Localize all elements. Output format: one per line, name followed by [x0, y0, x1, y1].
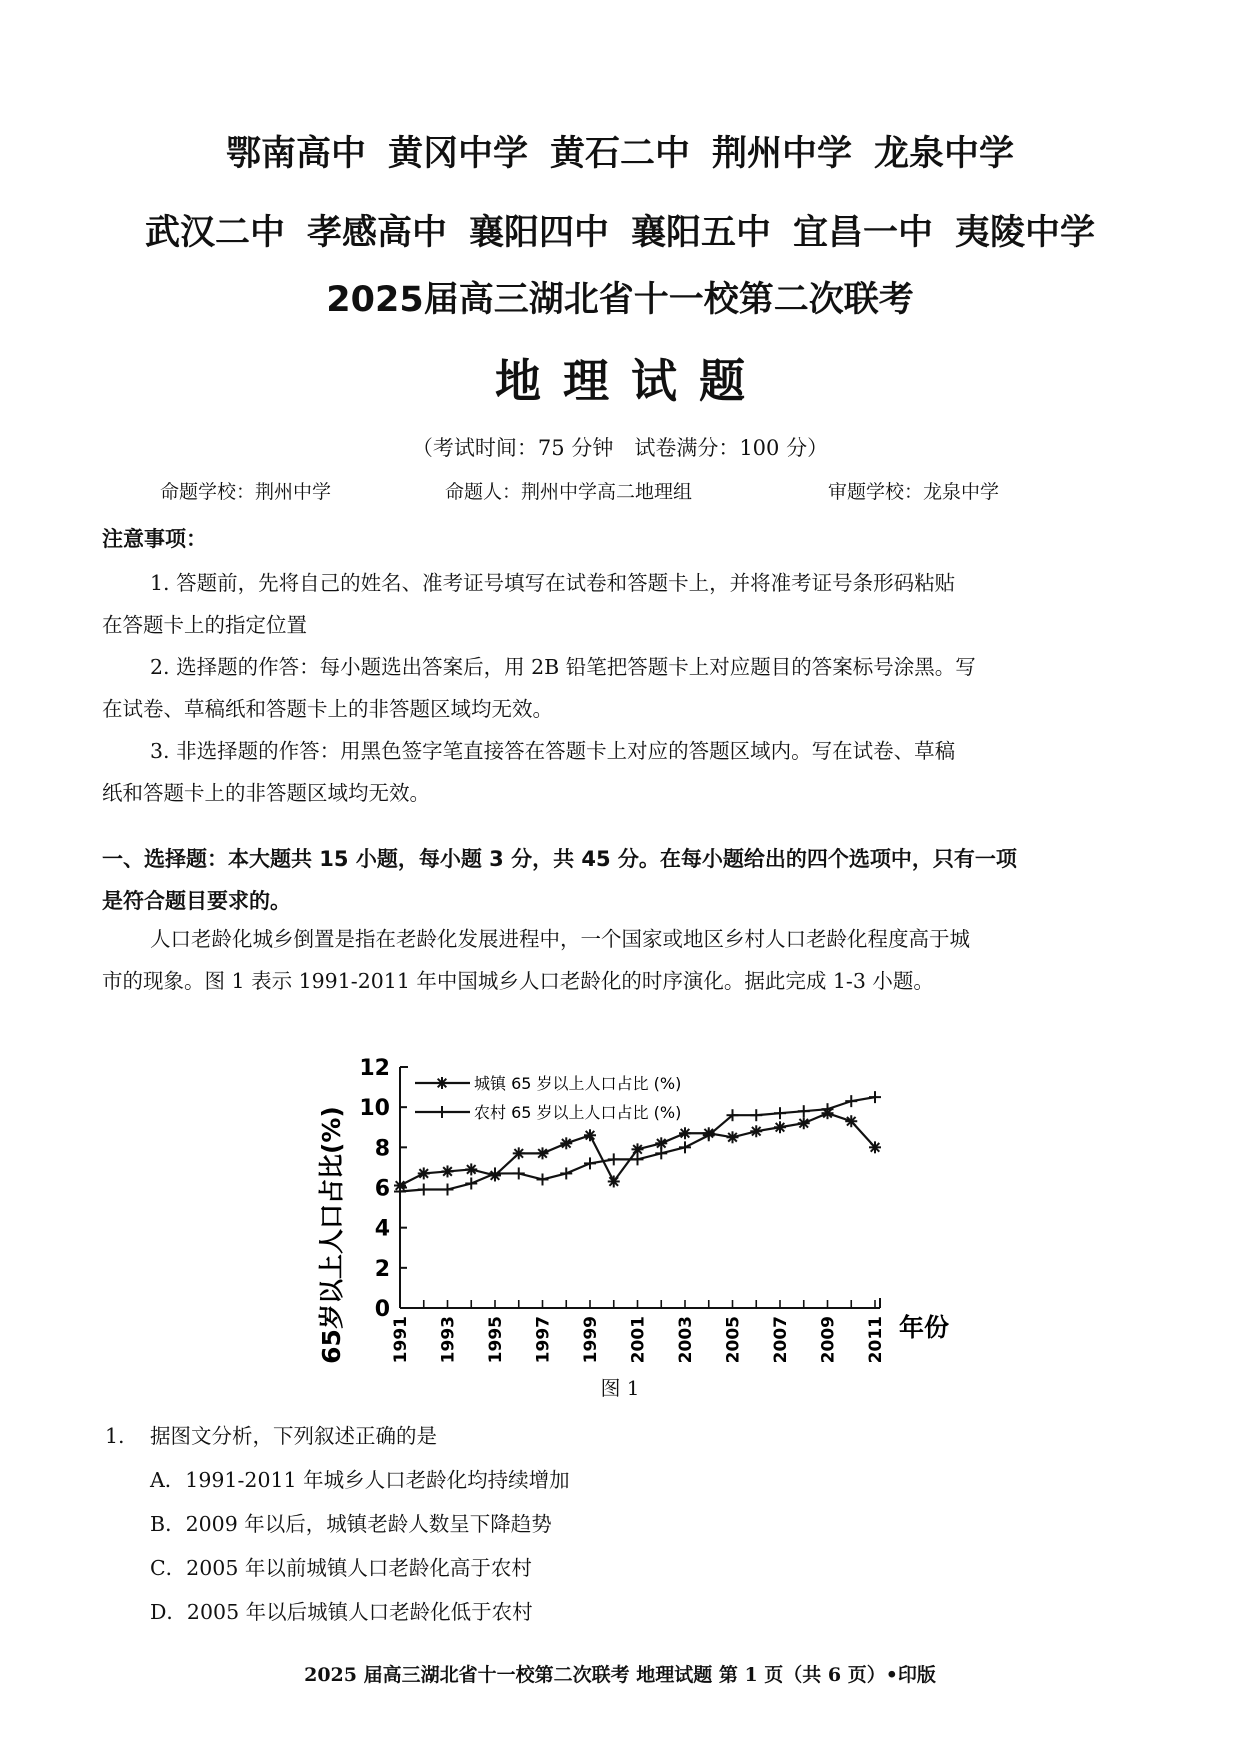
- figure-1-chart: [300, 1015, 1000, 1375]
- figure-caption: 图 1: [600, 1376, 640, 1400]
- x-tick-label: 1997: [533, 1316, 554, 1364]
- x-tick-label: 2001: [628, 1316, 649, 1364]
- school-name: 龙泉中学: [874, 134, 1015, 174]
- notice-title: 注意事项：: [102, 527, 207, 551]
- notice-item-2: 2. 选择题的作答：每小题选出答案后，用 2B 铅笔把答题卡上对应题目的答案标号涂黑。写: [150, 655, 976, 679]
- question-stem: 据图文分析，下列叙述正确的是: [150, 1424, 437, 1448]
- rural-series-point: [655, 1147, 667, 1159]
- urban-series-point: [679, 1127, 691, 1139]
- option-a: A．1991-2011 年城乡人口老龄化均持续增加: [150, 1468, 570, 1492]
- school-name: 襄阳五中: [631, 213, 772, 253]
- x-axis-label: 年份: [899, 1313, 950, 1342]
- page-footer: 2025 届高三湖北省十一校第二次联考 地理试题 第 1 页（共 6 页）•印版: [304, 1664, 936, 1686]
- urban-series-point: [727, 1131, 739, 1143]
- rural-series-point: [489, 1167, 501, 1179]
- x-tick-label: 1991: [391, 1316, 411, 1364]
- proposer-school: 命题学校：荆州中学: [160, 481, 332, 503]
- notice-item-3: 3. 非选择题的作答：用黑色签字笔直接答在答题卡上对应的答题区域内。写在试卷、草稿: [150, 739, 956, 763]
- proposer: 命题人：荆州中学高二地理组: [445, 481, 693, 503]
- notice-item-1: 1. 答题前，先将自己的姓名、准考证号填写在试卷和答题卡上，并将准考证号条形码粘贴: [150, 571, 956, 595]
- x-tick-label: 2009: [818, 1316, 839, 1364]
- rural-series-point: [869, 1091, 881, 1103]
- section-heading: 一、选择题：本大题共 15 小题，每小题 3 分，共 45 分。在每小题给出的四个选项中，只有一项: [102, 847, 1017, 871]
- legend-label: 城镇 65 岁以上人口占比 (%): [474, 1074, 682, 1093]
- y-tick-label: 10: [359, 1096, 390, 1122]
- urban-series-point: [584, 1129, 596, 1141]
- rural-series-point: [537, 1173, 549, 1185]
- x-tick-label: 1999: [581, 1316, 601, 1364]
- urban-series-point: [869, 1141, 881, 1153]
- y-tick-label: 0: [374, 1297, 390, 1322]
- y-tick-label: 6: [374, 1176, 390, 1202]
- notice-item-3-cont: 纸和答题卡上的非答题区域均无效。: [102, 781, 430, 805]
- rural-series-point: [608, 1153, 620, 1165]
- x-tick-label: 2005: [723, 1316, 744, 1364]
- x-tick-label: 2003: [676, 1316, 696, 1364]
- legend-label: 农村 65 岁以上人口占比 (%): [474, 1103, 682, 1122]
- option-d: D．2005 年以后城镇人口老龄化低于农村: [150, 1600, 533, 1624]
- rural-series-point: [513, 1167, 525, 1179]
- question-number: 1.: [105, 1424, 125, 1448]
- school-name: 黄冈中学: [387, 134, 528, 174]
- rural-series-point: [465, 1177, 477, 1189]
- intro-paragraph-cont: 市的现象。图 1 表示 1991-2011 年中国城乡人口老龄化的时序演化。据此完成 1-3 小题。: [102, 969, 934, 993]
- rural-series-point: [418, 1184, 430, 1196]
- urban-series-point: [513, 1147, 525, 1159]
- legend-marker: [436, 1106, 448, 1118]
- school-name: 孝感高中: [306, 213, 447, 253]
- subject-title: 地理试题: [495, 354, 767, 408]
- exam-info: （考试时间：75 分钟 试卷满分：100 分）: [411, 436, 829, 460]
- section-heading-cont: 是符合题目要求的。: [102, 889, 291, 913]
- rural-series-point: [584, 1157, 596, 1169]
- urban-series-point: [418, 1167, 430, 1179]
- exam-title: 2025届高三湖北省十一校第二次联考: [326, 280, 914, 320]
- urban-series-point: [845, 1115, 857, 1127]
- urban-series-point: [560, 1137, 572, 1149]
- chart-legend: [415, 1074, 681, 1122]
- urban-series-point: [442, 1165, 454, 1177]
- urban-series-point: [798, 1117, 810, 1129]
- y-tick-label: 2: [374, 1256, 390, 1282]
- urban-series-point: [465, 1163, 477, 1175]
- notice-item-1-cont: 在答题卡上的指定位置: [102, 613, 307, 637]
- rural-series-point: [442, 1184, 454, 1196]
- school-list-line1: [0, 126, 1240, 176]
- rural-series-point: [560, 1167, 572, 1179]
- rural-series-point: [750, 1109, 762, 1121]
- school-name: 黄石二中: [549, 134, 690, 174]
- y-tick-label: 8: [374, 1136, 390, 1162]
- urban-series-point: [750, 1125, 762, 1137]
- legend-marker: [436, 1077, 448, 1089]
- rural-series-point: [845, 1095, 857, 1107]
- reviewer-school: 审题学校：龙泉中学: [828, 481, 1000, 503]
- school-list-line2: [0, 205, 1240, 255]
- y-tick-label: 12: [359, 1056, 390, 1081]
- rural-series-point: [774, 1107, 786, 1119]
- urban-series-point: [537, 1147, 549, 1159]
- option-b: B．2009 年以后，城镇老龄人数呈下降趋势: [150, 1512, 552, 1536]
- y-axis-label: 65岁以上人口占比(%): [317, 1106, 346, 1364]
- option-c: C．2005 年以前城镇人口老龄化高于农村: [150, 1556, 532, 1580]
- urban-series-point: [608, 1175, 620, 1187]
- school-name: 宜昌一中: [793, 213, 934, 253]
- x-tick-label: 2011: [866, 1316, 886, 1364]
- rural-series-point: [679, 1141, 691, 1153]
- urban-series-point: [774, 1121, 786, 1133]
- school-name: 武汉二中: [144, 213, 285, 253]
- x-tick-label: 2007: [771, 1316, 791, 1364]
- school-name: 鄂南高中: [225, 134, 366, 174]
- school-name: 夷陵中学: [955, 213, 1096, 253]
- school-name: 襄阳四中: [468, 213, 609, 253]
- intro-paragraph: 人口老龄化城乡倒置是指在老龄化发展进程中，一个国家或地区乡村人口老龄化程度高于城: [150, 927, 970, 951]
- x-tick-label: 1993: [438, 1316, 459, 1364]
- school-name: 荆州中学: [712, 134, 853, 174]
- y-tick-label: 4: [374, 1216, 390, 1242]
- rural-series-point: [798, 1105, 810, 1117]
- notice-item-2-cont: 在试卷、草稿纸和答题卡上的非答题区域均无效。: [102, 697, 553, 721]
- x-tick-label: 1995: [486, 1316, 506, 1364]
